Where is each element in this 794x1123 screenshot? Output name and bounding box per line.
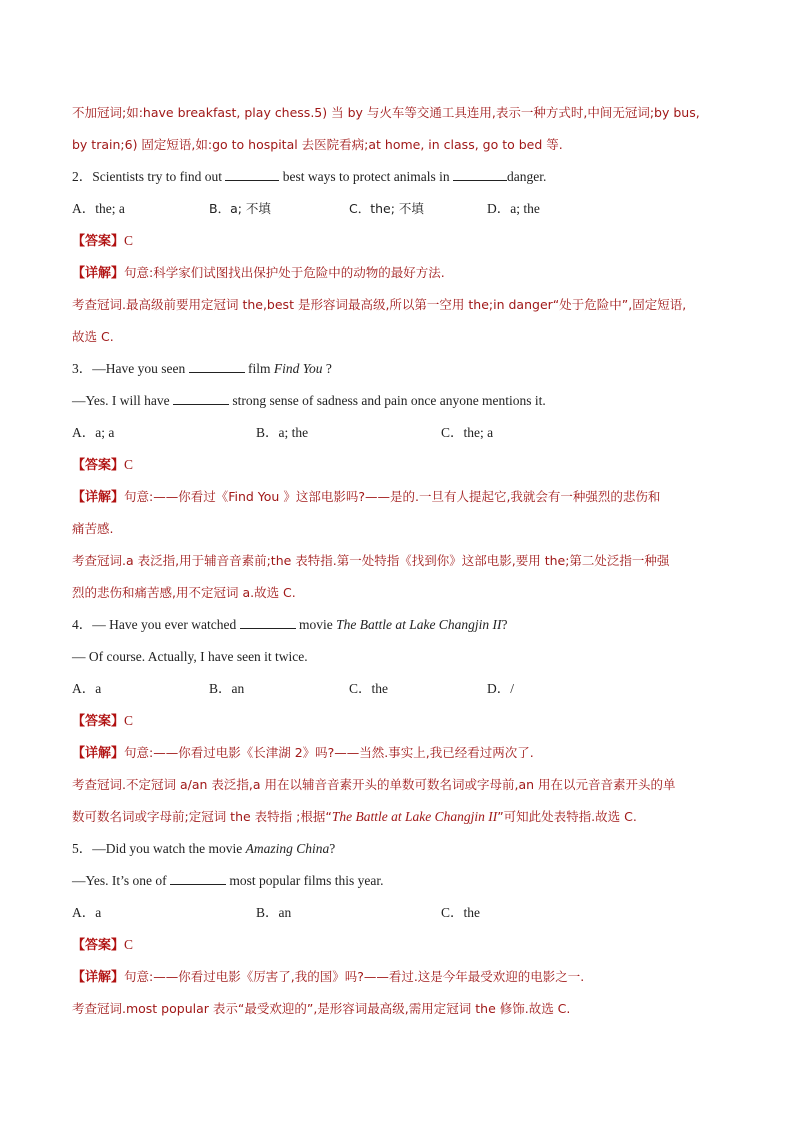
q5-stem-part-a: —Did you watch the movie <box>92 841 246 856</box>
q4-options <box>72 673 722 705</box>
q5-blank <box>170 871 226 885</box>
q4-explanation-2 <box>72 801 722 833</box>
q2-option-b: B．a; 不填 <box>209 201 271 216</box>
q4-explanation-title: The Battle at Lake Changjin II <box>331 809 498 824</box>
q2-option-c: C．the; 不填 <box>349 201 424 216</box>
q3-answer <box>72 449 722 481</box>
detail-label: 【详解】 <box>72 970 125 985</box>
q4-stem-2: — Of course. Actually, I have seen it twice. <box>72 649 308 664</box>
q5-answer-value: C <box>124 937 134 952</box>
q5-answer <box>72 929 722 961</box>
q2-answer <box>72 225 722 257</box>
q4-option-c: C．the <box>349 681 388 696</box>
intro-line-2: by train;6) 固定短语,如:go to hospital 去医院看病;at home, in class, go to bed 等. <box>72 137 563 152</box>
q5-stem-part-c: ? <box>329 841 336 856</box>
q5-stem2-part-a: —Yes. It’s one of <box>72 873 171 888</box>
q4-answer-value: C <box>124 713 134 728</box>
q3-number: 3． <box>72 361 93 376</box>
q2-options <box>72 193 722 225</box>
q3-explanation-1: 考查冠词.a 表泛指,用于辅音音素前;the 表特指.第一处特指《找到你》这部电影,要用 the;第二处泛指一种强 <box>72 553 670 568</box>
q4-answer <box>72 705 722 737</box>
q5-options <box>72 897 722 929</box>
q3-answer-value: C <box>124 457 134 472</box>
q5-stem <box>72 833 722 865</box>
q2-detail <box>72 257 722 289</box>
q4-option-d: D．/ <box>487 681 514 696</box>
q4-movie-title: The Battle at Lake Changjin II <box>336 617 502 632</box>
q2-stem-part-a: Scientists try to find out <box>92 169 226 184</box>
q4-explanation-2-a: 数可数名词或字母前;定冠词 the 表特指 ;根据“ <box>72 809 332 824</box>
q5-meaning: 句意:——你看过电影《厉害了,我的国》吗?——看过.这是今年最受欢迎的电影之一. <box>124 969 585 984</box>
answer-label: 【答案】 <box>72 714 125 729</box>
q4-meaning: 句意:——你看过电影《长津湖 2》吗?——当然.事实上,我已经看过两次了. <box>124 745 534 760</box>
q3-option-b: B．a; the <box>256 425 309 440</box>
q4-option-a: A．a <box>72 681 102 696</box>
q5-number: 5． <box>72 841 93 856</box>
q4-number: 4． <box>72 617 93 632</box>
q3-meaning-2: 痛苦感. <box>72 521 114 536</box>
q4-blank <box>240 615 296 629</box>
q3-options <box>72 417 722 449</box>
q4-explanation-2-b: ”可知此处表特指.故选 C. <box>497 809 637 824</box>
q3-meaning-1: 句意:——你看过《Find You 》这部电影吗?——是的.一旦有人提起它,我就会有一种强烈的悲伤和 <box>124 489 661 504</box>
q2-option-a: A．the; a <box>72 201 125 216</box>
document-page <box>72 97 722 1025</box>
q4-stem-part-a: — Have you ever watched <box>92 617 240 632</box>
q3-stem2-part-b: strong sense of sadness and pain once anyone mentions it. <box>229 393 546 408</box>
q5-movie-title: Amazing China <box>245 841 330 856</box>
q5-option-b: B．an <box>256 905 292 920</box>
q5-option-a: A．a <box>72 905 102 920</box>
q2-meaning: 句意:科学家们试图找出保护处于危险中的动物的最好方法. <box>124 265 445 280</box>
q3-blank-1 <box>189 359 245 373</box>
q4-stem-part-c: ? <box>501 617 508 632</box>
detail-label: 【详解】 <box>72 490 125 505</box>
q4-stem <box>72 609 722 641</box>
q5-detail <box>72 961 722 993</box>
q3-blank-2 <box>173 391 229 405</box>
answer-label: 【答案】 <box>72 938 125 953</box>
q5-option-c: C．the <box>441 905 480 920</box>
q2-answer-value: C <box>124 233 134 248</box>
q3-stem-part-a: —Have you seen <box>92 361 189 376</box>
answer-label: 【答案】 <box>72 234 125 249</box>
detail-label: 【详解】 <box>72 746 125 761</box>
q2-blank-2 <box>453 167 507 181</box>
q3-explanation-2: 烈的悲伤和痛苦感,用不定冠词 a.故选 C. <box>72 585 296 600</box>
q3-stem-part-c: ? <box>322 361 332 376</box>
q3-stem-part-b: film <box>244 361 274 376</box>
answer-label: 【答案】 <box>72 458 125 473</box>
q2-blank-1 <box>225 167 279 181</box>
q3-detail <box>72 481 722 513</box>
q4-explanation-1: 考查冠词.不定冠词 a/an 表泛指,a 用在以辅音音素开头的单数可数名词或字母前,an 用在以元音音素开头的单 <box>72 777 676 792</box>
q2-explanation-2: 故选 C. <box>72 329 114 344</box>
q5-explanation: 考查冠词.most popular 表示“最受欢迎的”,是形容词最高级,需用定冠词 the 修饰.故选 C. <box>72 1001 571 1016</box>
q2-number: 2． <box>72 169 93 184</box>
q5-stem2-part-b: most popular films this year. <box>226 873 384 888</box>
q2-stem-part-b: best ways to protect animals in <box>279 169 453 184</box>
q2-stem-part-c: danger. <box>506 169 547 184</box>
detail-label: 【详解】 <box>72 266 125 281</box>
q4-option-b: B．an <box>209 681 245 696</box>
q3-option-c: C．the; a <box>441 425 494 440</box>
q4-detail <box>72 737 722 769</box>
q2-stem <box>72 161 722 193</box>
q3-film-title: Find You <box>273 361 323 376</box>
intro-line-1: 不加冠词;如:have breakfast, play chess.5) 当 by 与火车等交通工具连用,表示一种方式时,中间无冠词;by bus, <box>72 105 700 120</box>
q3-option-a: A．a; a <box>72 425 115 440</box>
q2-explanation-1: 考查冠词.最高级前要用定冠词 the,best 是形容词最高级,所以第一空用 the;in danger“处于危险中”,固定短语, <box>72 297 687 312</box>
q5-stem-2 <box>72 865 722 897</box>
q4-stem-part-b: movie <box>295 617 337 632</box>
q3-stem2-part-a: —Yes. I will have <box>72 393 173 408</box>
q3-stem <box>72 353 722 385</box>
q3-stem-2 <box>72 385 722 417</box>
q2-option-d: D．a; the <box>487 201 540 216</box>
